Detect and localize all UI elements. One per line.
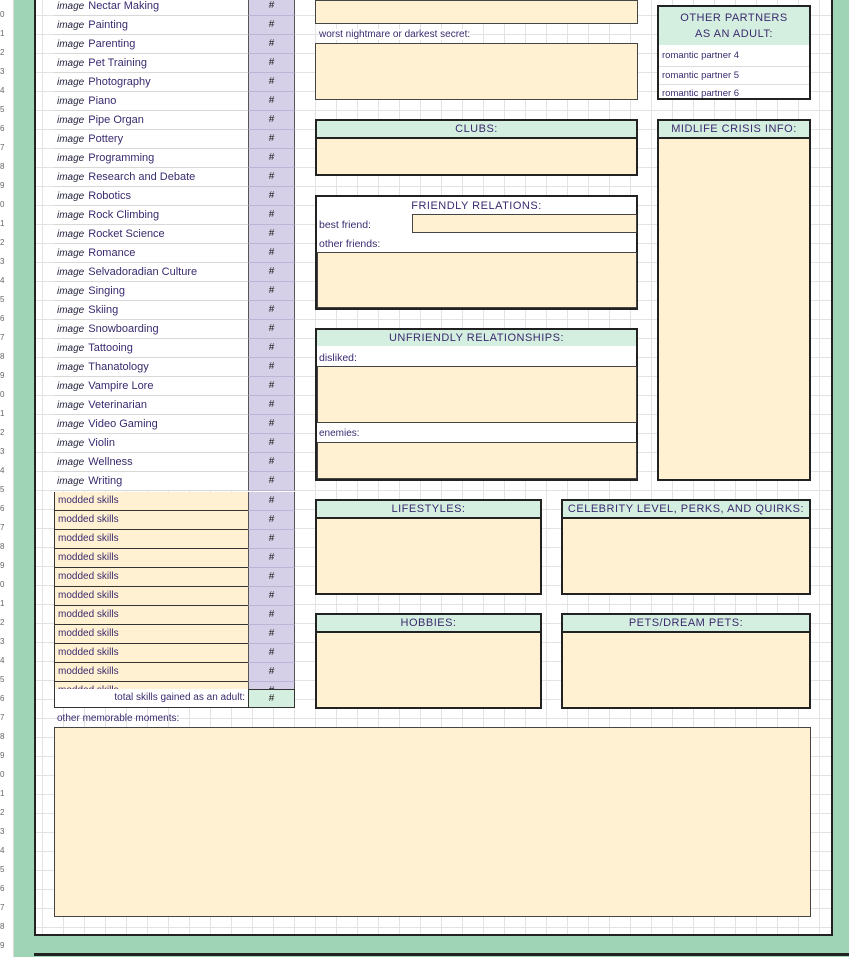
skill-name: Photography bbox=[88, 76, 151, 88]
skill-level-cell[interactable]: # bbox=[248, 225, 295, 244]
row-number[interactable]: 1 bbox=[0, 29, 5, 38]
skill-image-tag: image bbox=[57, 286, 85, 297]
row-number[interactable]: 2 bbox=[0, 808, 5, 817]
enemies-label: enemies: bbox=[319, 428, 360, 439]
row-number[interactable]: 0 bbox=[0, 390, 5, 399]
skill-image-tag: image bbox=[57, 438, 85, 449]
skill-level-cell[interactable]: # bbox=[248, 206, 295, 225]
skill-name: Piano bbox=[88, 95, 117, 107]
modded-skill-level-cell[interactable]: # bbox=[248, 663, 295, 682]
skill-image-tag: image bbox=[57, 362, 85, 373]
skill-image-tag: image bbox=[57, 39, 85, 50]
modded-skill-row[interactable]: modded skills bbox=[54, 625, 248, 644]
row-number[interactable]: 7 bbox=[0, 523, 5, 532]
skill-level-cell[interactable]: # bbox=[248, 149, 295, 168]
hobbies-header: HOBBIES: bbox=[315, 613, 542, 633]
row-number[interactable]: 3 bbox=[0, 67, 5, 76]
row-number[interactable]: 8 bbox=[0, 922, 5, 931]
divider bbox=[659, 66, 809, 67]
total-skills-value[interactable]: # bbox=[248, 689, 295, 708]
row-number[interactable]: 7 bbox=[0, 143, 5, 152]
skill-name: Research and Debate bbox=[88, 171, 196, 183]
row-number[interactable]: 4 bbox=[0, 656, 5, 665]
disliked-label: disliked: bbox=[319, 352, 357, 364]
other-partners-header bbox=[659, 7, 809, 45]
skill-level-cell[interactable]: # bbox=[248, 358, 295, 377]
row-number[interactable]: 6 bbox=[0, 884, 5, 893]
frame-border-left bbox=[14, 0, 34, 957]
row-number[interactable]: 2 bbox=[0, 428, 5, 437]
row-number[interactable]: 5 bbox=[0, 105, 5, 114]
skill-row bbox=[54, 396, 248, 415]
modded-skill-row[interactable]: modded skills bbox=[54, 644, 248, 663]
skill-name: Writing bbox=[88, 475, 123, 487]
other-partners-box bbox=[657, 5, 811, 100]
skill-level-cell[interactable]: # bbox=[248, 130, 295, 149]
skill-row bbox=[54, 415, 248, 434]
friendly-header: FRIENDLY RELATIONS: bbox=[411, 200, 542, 212]
skill-row bbox=[54, 472, 248, 491]
skill-row bbox=[54, 92, 248, 111]
skill-row bbox=[54, 320, 248, 339]
worst-nightmare-label: worst nightmare or darkest secret: bbox=[319, 29, 471, 40]
skill-level-cell[interactable]: # bbox=[248, 263, 295, 282]
skill-row bbox=[54, 453, 248, 472]
row-number[interactable]: 4 bbox=[0, 466, 5, 475]
row-number[interactable]: 9 bbox=[0, 371, 5, 380]
skill-image-tag: image bbox=[57, 1, 85, 12]
skill-row bbox=[54, 111, 248, 130]
row-number[interactable]: 8 bbox=[0, 352, 5, 361]
skill-row bbox=[54, 206, 248, 225]
memorable-moments-field[interactable] bbox=[54, 727, 811, 917]
skill-name: Parenting bbox=[88, 38, 136, 50]
skill-row bbox=[54, 168, 248, 187]
modded-skill-row[interactable]: modded skills bbox=[54, 587, 248, 606]
pets-field[interactable] bbox=[561, 631, 811, 709]
skill-image-tag: image bbox=[57, 305, 85, 316]
modded-skill-row[interactable]: modded skills bbox=[54, 549, 248, 568]
row-number[interactable]: 0 bbox=[0, 580, 5, 589]
skill-row bbox=[54, 130, 248, 149]
skill-level-cell[interactable]: # bbox=[248, 301, 295, 320]
skill-row bbox=[54, 263, 248, 282]
lifestyles-header: LIFESTYLES: bbox=[315, 499, 542, 519]
skill-name: Nectar Making bbox=[88, 0, 160, 12]
modded-skill-level-cell[interactable]: # bbox=[248, 644, 295, 663]
skill-name: Romance bbox=[88, 247, 136, 259]
row-number[interactable]: 1 bbox=[0, 789, 5, 798]
skill-level-cell[interactable]: # bbox=[248, 453, 295, 472]
unfriendly-header: UNFRIENDLY RELATIONSHIPS: bbox=[315, 328, 638, 348]
skill-image-tag: image bbox=[57, 20, 85, 31]
celebrity-field[interactable] bbox=[561, 517, 811, 595]
skill-row bbox=[54, 54, 248, 73]
disliked-field[interactable] bbox=[317, 366, 637, 423]
partner-6[interactable]: romantic partner 6 bbox=[662, 88, 740, 99]
skill-row bbox=[54, 187, 248, 206]
skill-image-tag: image bbox=[57, 248, 85, 259]
previous-field[interactable] bbox=[315, 0, 638, 24]
skill-image-tag: image bbox=[57, 153, 85, 164]
skill-level-cell[interactable]: # bbox=[248, 396, 295, 415]
skill-name: Robotics bbox=[88, 190, 132, 202]
row-number[interactable]: 3 bbox=[0, 637, 5, 646]
skill-level-cell[interactable]: # bbox=[248, 472, 295, 491]
clubs-header: CLUBS: bbox=[315, 119, 638, 139]
row-number-gutter bbox=[0, 0, 14, 957]
modded-skill-row[interactable]: modded skills bbox=[54, 530, 248, 549]
row-number[interactable]: 1 bbox=[0, 599, 5, 608]
skill-image-tag: image bbox=[57, 457, 85, 468]
row-number[interactable]: 6 bbox=[0, 124, 5, 133]
skill-row bbox=[54, 73, 248, 92]
skill-image-tag: image bbox=[57, 210, 85, 221]
row-number[interactable]: 5 bbox=[0, 675, 5, 684]
skill-image-tag: image bbox=[57, 191, 85, 202]
modded-skill-level-cell[interactable]: # bbox=[248, 549, 295, 568]
skill-name: Thanatology bbox=[88, 361, 149, 373]
skill-name: Programming bbox=[88, 152, 155, 164]
skill-level-cell[interactable]: # bbox=[248, 111, 295, 130]
row-number[interactable]: 6 bbox=[0, 694, 5, 703]
skill-image-tag: image bbox=[57, 115, 85, 126]
other-partners-title-1: OTHER PARTNERS bbox=[680, 12, 788, 24]
other-friends-field[interactable] bbox=[317, 252, 637, 308]
skill-level-cell[interactable]: # bbox=[248, 187, 295, 206]
other-partners-title-2: AS AN ADULT: bbox=[695, 28, 773, 40]
row-number[interactable]: 1 bbox=[0, 409, 5, 418]
skill-level-cell[interactable]: # bbox=[248, 434, 295, 453]
row-number[interactable]: 0 bbox=[0, 200, 5, 209]
skill-level-cell[interactable]: # bbox=[248, 415, 295, 434]
skill-image-tag: image bbox=[57, 476, 85, 487]
skill-row bbox=[54, 149, 248, 168]
hobbies-field[interactable] bbox=[315, 631, 542, 709]
skill-name: Singing bbox=[88, 285, 125, 297]
skill-name: Vampire Lore bbox=[88, 380, 154, 392]
bottom-divider bbox=[34, 953, 849, 956]
skill-level-cell[interactable]: # bbox=[248, 377, 295, 396]
skill-row bbox=[54, 244, 248, 263]
row-number[interactable]: 1 bbox=[0, 219, 5, 228]
worst-nightmare-field[interactable] bbox=[315, 43, 638, 100]
lifestyles-field[interactable] bbox=[315, 517, 542, 595]
partner-4[interactable]: romantic partner 4 bbox=[662, 50, 740, 61]
row-number[interactable]: 0 bbox=[0, 10, 5, 19]
modded-skill-row[interactable]: modded skills bbox=[54, 511, 248, 530]
skill-name: Tattooing bbox=[88, 342, 133, 354]
divider bbox=[659, 84, 809, 85]
celebrity-header: CELEBRITY LEVEL, PERKS, AND QUIRKS: bbox=[561, 499, 811, 519]
modded-skill-level-cell[interactable]: # bbox=[248, 530, 295, 549]
row-number[interactable]: 7 bbox=[0, 903, 5, 912]
skill-image-tag: image bbox=[57, 400, 85, 411]
best-friend-label: best friend: bbox=[319, 219, 371, 231]
row-number[interactable]: 9 bbox=[0, 941, 5, 950]
skill-row bbox=[54, 358, 248, 377]
row-number[interactable]: 3 bbox=[0, 257, 5, 266]
skill-name: Pipe Organ bbox=[88, 114, 144, 126]
skill-level-cell[interactable]: # bbox=[248, 0, 295, 16]
skill-name: Rocket Science bbox=[88, 228, 165, 240]
partner-5[interactable]: romantic partner 5 bbox=[662, 70, 740, 81]
clubs-field[interactable] bbox=[315, 137, 638, 176]
skill-image-tag: image bbox=[57, 324, 85, 335]
row-number[interactable]: 6 bbox=[0, 504, 5, 513]
skill-level-cell[interactable]: # bbox=[248, 54, 295, 73]
total-skills-label: total skills gained as an adult: bbox=[54, 689, 248, 708]
modded-skill-row[interactable]: modded skills bbox=[54, 492, 248, 511]
modded-skill-level-cell[interactable]: # bbox=[248, 587, 295, 606]
row-number[interactable]: 7 bbox=[0, 333, 5, 342]
skill-row bbox=[54, 16, 248, 35]
midlife-field[interactable] bbox=[657, 137, 811, 481]
skill-level-cell[interactable]: # bbox=[248, 168, 295, 187]
row-number[interactable]: 8 bbox=[0, 542, 5, 551]
skill-level-cell[interactable]: # bbox=[248, 282, 295, 301]
skill-image-tag: image bbox=[57, 343, 85, 354]
row-number[interactable]: 2 bbox=[0, 618, 5, 627]
modded-skill-level-cell[interactable]: # bbox=[248, 568, 295, 587]
skill-image-tag: image bbox=[57, 381, 85, 392]
enemies-field[interactable] bbox=[317, 442, 637, 479]
row-number[interactable]: 4 bbox=[0, 276, 5, 285]
skill-row bbox=[54, 301, 248, 320]
modded-skill-level-cell[interactable]: # bbox=[248, 492, 295, 511]
best-friend-field[interactable] bbox=[412, 214, 637, 233]
skill-name: Pottery bbox=[88, 133, 124, 145]
frame-border-right bbox=[833, 0, 849, 957]
row-number[interactable]: 9 bbox=[0, 751, 5, 760]
skill-image-tag: image bbox=[57, 229, 85, 240]
skill-image-tag: image bbox=[57, 58, 85, 69]
row-number[interactable]: 5 bbox=[0, 295, 5, 304]
row-number[interactable]: 7 bbox=[0, 713, 5, 722]
modded-skill-level-cell[interactable]: # bbox=[248, 606, 295, 625]
modded-skill-row[interactable]: modded skills bbox=[54, 606, 248, 625]
midlife-header: MIDLIFE CRISIS INFO: bbox=[657, 119, 811, 139]
row-number[interactable]: 8 bbox=[0, 162, 5, 171]
skill-name: Wellness bbox=[88, 456, 133, 468]
skill-level-cell[interactable]: # bbox=[248, 92, 295, 111]
row-number[interactable]: 3 bbox=[0, 827, 5, 836]
skill-row bbox=[54, 377, 248, 396]
skill-level-cell[interactable]: # bbox=[248, 244, 295, 263]
row-number[interactable]: 3 bbox=[0, 447, 5, 456]
row-number[interactable]: 0 bbox=[0, 770, 5, 779]
skill-name: Rock Climbing bbox=[88, 209, 160, 221]
skill-level-cell[interactable]: # bbox=[248, 16, 295, 35]
skill-level-cell[interactable]: # bbox=[248, 73, 295, 92]
skill-image-tag: image bbox=[57, 172, 85, 183]
pets-header: PETS/DREAM PETS: bbox=[561, 613, 811, 633]
skill-name: Violin bbox=[88, 437, 115, 449]
skill-image-tag: image bbox=[57, 77, 85, 88]
row-number[interactable]: 4 bbox=[0, 846, 5, 855]
skill-name: Veterinarian bbox=[88, 399, 147, 411]
skill-row bbox=[54, 225, 248, 244]
modded-skill-row[interactable]: modded skills bbox=[54, 663, 248, 682]
modded-skill-row[interactable]: modded skills bbox=[54, 568, 248, 587]
skill-name: Painting bbox=[88, 19, 129, 31]
skill-image-tag: image bbox=[57, 419, 85, 430]
skill-image-tag: image bbox=[57, 96, 85, 107]
skill-row bbox=[54, 434, 248, 453]
row-number[interactable]: 4 bbox=[0, 86, 5, 95]
skill-row bbox=[54, 0, 248, 16]
skill-level-cell[interactable]: # bbox=[248, 35, 295, 54]
row-number[interactable]: 6 bbox=[0, 314, 5, 323]
row-number[interactable]: 9 bbox=[0, 181, 5, 190]
row-number[interactable]: 9 bbox=[0, 561, 5, 570]
other-friends-label: other friends: bbox=[319, 238, 381, 250]
skill-name: Skiing bbox=[88, 304, 119, 316]
row-number[interactable]: 5 bbox=[0, 865, 5, 874]
skill-level-cell[interactable]: # bbox=[248, 320, 295, 339]
row-number[interactable]: 2 bbox=[0, 48, 5, 57]
skill-row bbox=[54, 339, 248, 358]
memorable-moments-label: other memorable moments: bbox=[57, 713, 180, 724]
skill-level-cell[interactable]: # bbox=[248, 339, 295, 358]
row-number[interactable]: 2 bbox=[0, 238, 5, 247]
skill-image-tag: image bbox=[57, 134, 85, 145]
skill-name: Selvadoradian Culture bbox=[88, 266, 198, 278]
modded-skill-level-cell[interactable]: # bbox=[248, 511, 295, 530]
modded-skill-level-cell[interactable]: # bbox=[248, 625, 295, 644]
row-number[interactable]: 5 bbox=[0, 485, 5, 494]
skill-image-tag: image bbox=[57, 267, 85, 278]
skill-row bbox=[54, 35, 248, 54]
skill-name: Video Gaming bbox=[88, 418, 158, 430]
row-number[interactable]: 8 bbox=[0, 732, 5, 741]
skill-name: Pet Training bbox=[88, 57, 147, 69]
skill-name: Snowboarding bbox=[88, 323, 159, 335]
skill-row bbox=[54, 282, 248, 301]
